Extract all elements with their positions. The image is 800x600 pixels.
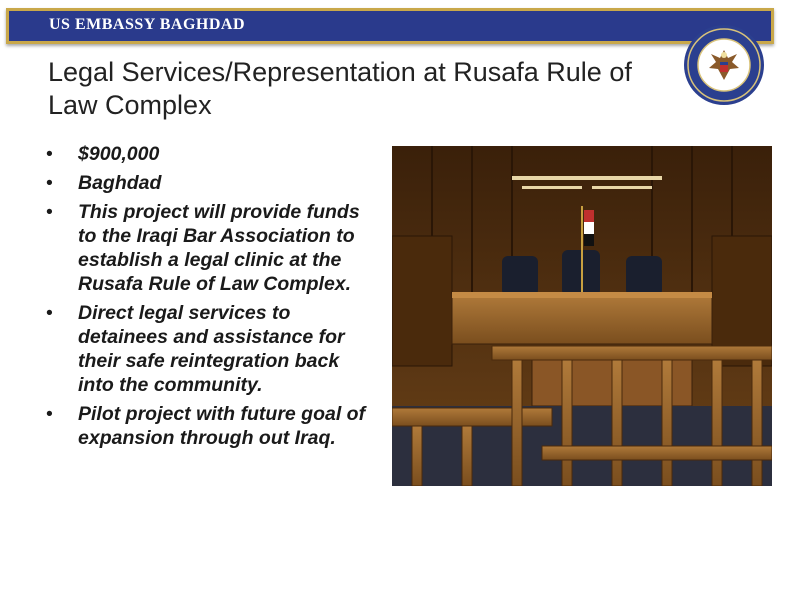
bullet-list — [46, 142, 376, 455]
bullet-item: • Baghdad — [46, 171, 376, 195]
bullet-item: • This project will provide funds to the Iraqi Bar Association to establish a legal clinic at the Rusafa Rule of Law Complex. — [46, 200, 376, 296]
department-of-state-seal-icon — [683, 24, 765, 106]
slide-title: Legal Services/Representation at Rusafa Rule of Law Complex — [48, 57, 632, 120]
bullet-item: • Direct legal services to detainees and assistance for their safe reintegration back into the community. — [46, 301, 376, 397]
banner-title: US EMBASSY BAGHDAD — [49, 16, 245, 33]
bullet-item: • Pilot project with future goal of expansion through out Iraq. — [46, 402, 376, 450]
courtroom-photo — [392, 146, 772, 486]
header-banner — [6, 8, 774, 44]
bullet-item: • $900,000 — [46, 142, 376, 166]
